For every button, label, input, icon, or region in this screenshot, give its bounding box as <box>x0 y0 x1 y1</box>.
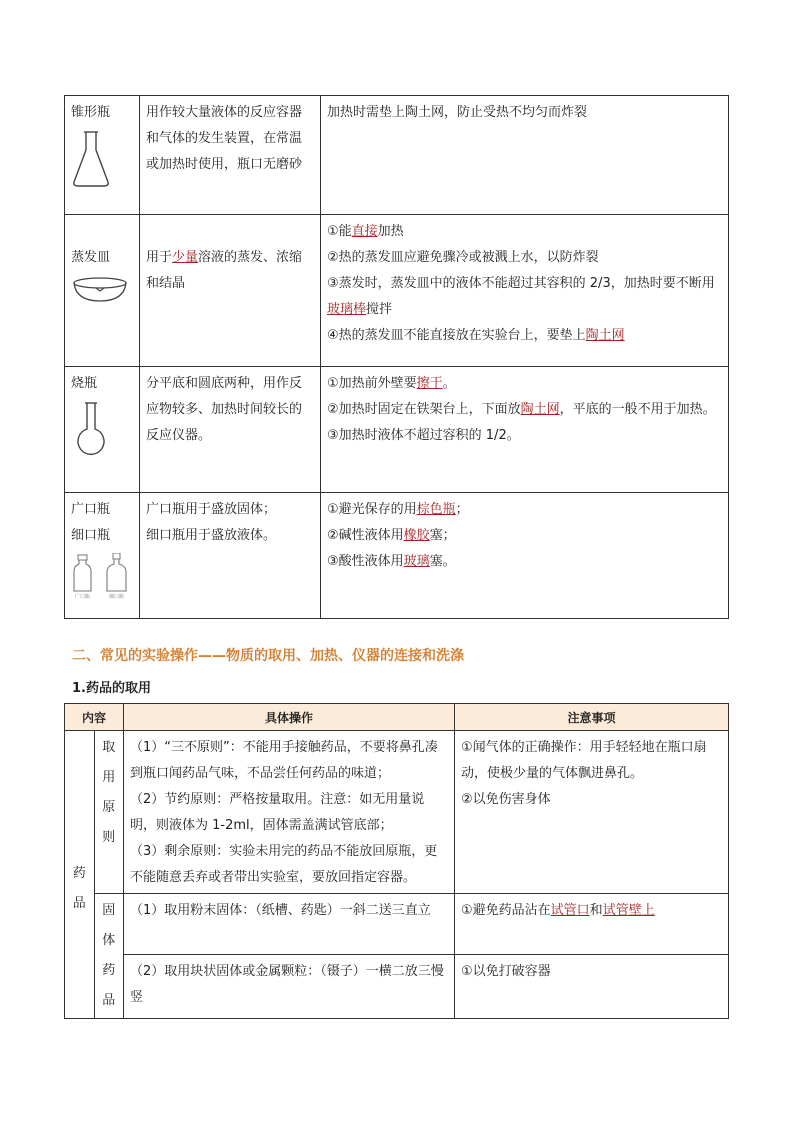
column-header: 注意事项 <box>455 704 729 731</box>
bottle-label: 细口瓶 <box>109 594 125 599</box>
evaporating-dish-icon <box>71 275 129 305</box>
instrument-name: 细口瓶 <box>71 528 111 543</box>
instrument-name-cell <box>65 367 140 493</box>
group-label: 药品 <box>72 865 86 911</box>
text-run: ②加热时固定在铁架台上，下面放 <box>327 402 521 417</box>
text-run: ②热的蒸发皿应避免骤冷或被溅上水，以防炸裂 <box>327 250 599 265</box>
instrument-name: 蒸发皿 <box>71 250 111 265</box>
text-run: ②以免伤害身体 <box>461 792 551 807</box>
instrument-use: 细口瓶用于盛放液体。 <box>146 528 277 543</box>
note-item <box>327 100 722 126</box>
row-label: 固体药品 <box>102 903 116 1008</box>
note-item <box>327 245 722 271</box>
reagent-bottles-icon <box>71 553 133 599</box>
text-run: ②碱性液体用 <box>327 528 404 543</box>
note-item <box>327 523 722 549</box>
text-run: ①能 <box>327 224 352 239</box>
instrument-notes-cell <box>321 215 729 367</box>
section-title: 二、常见的实验操作——物质的取用、加热、仪器的连接和洗涤 <box>72 648 464 664</box>
subsection-title: 1.药品的取用 <box>72 681 151 696</box>
highlighted-term: 擦干 <box>416 376 443 391</box>
text-run: ③加热时液体不超过容积的 1/2。 <box>327 428 520 443</box>
instrument-name: 烧瓶 <box>71 376 98 391</box>
note-text <box>461 959 722 985</box>
highlighted-term: 棕色瓶 <box>416 502 456 517</box>
operation-cell <box>124 954 455 1018</box>
operation-text: （2）节约原则：严格按量取用。注意：如无用量说明，则液体为 1-2ml，固体需盖满试管底部； <box>130 792 425 833</box>
instrument-use <box>146 250 302 291</box>
instrument-notes-cell <box>321 367 729 493</box>
instrument-name-cell <box>65 215 140 367</box>
group-label-cell <box>65 731 95 1019</box>
table-row <box>65 215 729 367</box>
notes-cell <box>455 954 729 1018</box>
text-run: ； <box>455 502 469 517</box>
procedure-table <box>64 703 729 1019</box>
note-list <box>461 735 722 813</box>
instrument-name-cell <box>65 493 140 619</box>
instrument-notes-cell <box>321 493 729 619</box>
text-run: 用于 <box>146 250 173 265</box>
text-run: 和 <box>589 903 603 918</box>
note-item <box>461 787 722 813</box>
instrument-use: 分平底和圆底两种，用作反应物较多、加热时间较长的反应仪器。 <box>146 376 303 443</box>
note-item <box>327 271 722 323</box>
text-run: ，平底的一般不用于加热。 <box>559 402 716 417</box>
round-flask-icon <box>71 401 111 463</box>
row-label-cell <box>94 894 124 1019</box>
text-run: 溶液的蒸发、浓缩和结晶 <box>146 250 303 291</box>
note-item <box>327 549 722 575</box>
text-run: ①避免药品沾在 <box>461 903 551 918</box>
note-item <box>327 219 722 245</box>
table-row <box>65 731 729 894</box>
table-row <box>65 493 729 619</box>
note-list <box>327 100 722 126</box>
instrument-use-cell <box>140 96 321 215</box>
operation-text: （2）取用块状固体或金属颗粒：（镊子）一横二放三慢竖 <box>130 963 444 1005</box>
note-list <box>327 371 722 449</box>
note-item <box>461 735 722 787</box>
operation-cell <box>124 894 455 955</box>
text-run: ③酸性液体用 <box>327 554 404 569</box>
row-label: 取用原则 <box>102 740 116 845</box>
text-run: ④热的蒸发皿不能直接放在实验台上，要垫上 <box>327 328 586 343</box>
highlighted-term: 陶土网 <box>520 402 560 417</box>
column-header: 具体操作 <box>124 704 455 731</box>
text-run: ①以免打破容器 <box>461 963 551 979</box>
highlighted-term: 玻璃棒 <box>327 302 367 317</box>
highlighted-term: 直接 <box>351 224 378 239</box>
text-run: 塞。 <box>429 554 456 569</box>
highlighted-term: 陶土网 <box>585 328 625 343</box>
note-item <box>327 371 722 397</box>
text-run: 搅拌 <box>366 302 393 317</box>
highlighted-term: 试管口 <box>550 903 590 918</box>
instrument-table <box>64 95 729 619</box>
text-run: 塞； <box>429 528 456 543</box>
instrument-name: 广口瓶 <box>71 502 111 517</box>
conical-flask-icon <box>71 130 111 188</box>
instrument-use: 广口瓶用于盛放固体； <box>146 502 277 517</box>
instrument-use: 用作较大量液体的反应容器和气体的发生装置，在常温或加热时使用，瓶口无磨砂 <box>146 105 303 172</box>
text-run: 加热 <box>377 224 404 239</box>
instrument-use-cell <box>140 215 321 367</box>
operation-text: （3）剩余原则：实验未用完的药品不能放回原瓶，更不能随意丢弃或者带出实验室，要放回指定容器。 <box>130 844 438 885</box>
note-list <box>327 219 722 349</box>
table-header-row <box>65 704 729 731</box>
column-header: 内容 <box>65 704 124 731</box>
highlighted-term: 橡胶 <box>403 528 430 543</box>
note-list <box>327 497 722 575</box>
text-run: ③蒸发时，蒸发皿中的液体不能超过其容积的 2/3，加热时要不断用 <box>327 276 715 291</box>
note-item <box>327 397 722 423</box>
table-row <box>65 894 729 955</box>
instrument-notes-cell <box>321 96 729 215</box>
note-item <box>327 497 722 523</box>
note-item <box>327 323 722 349</box>
table-row <box>65 954 729 1018</box>
notes-cell <box>455 731 729 894</box>
instrument-name: 锥形瓶 <box>71 105 111 120</box>
operation-text: （1）“三不原则”：不能用手接触药品，不要将鼻孔凑到瓶口闻药品气味，不品尝任何药品的味道； <box>130 740 438 781</box>
operation-cell <box>124 731 455 894</box>
text-run: 。 <box>442 376 456 391</box>
text-run: ①避光保存的用 <box>327 502 417 517</box>
highlighted-term: 少量 <box>172 250 199 265</box>
note-item <box>327 423 722 449</box>
note-text <box>461 898 722 924</box>
bottle-label: 广口瓶 <box>75 594 91 599</box>
notes-cell <box>455 894 729 955</box>
row-label-cell <box>94 731 124 894</box>
instrument-name-cell <box>65 96 140 215</box>
highlighted-term: 试管壁上 <box>602 903 655 918</box>
text-run: 加热时需垫上陶土网，防止受热不均匀而炸裂 <box>327 105 588 120</box>
highlighted-term: 玻璃 <box>403 554 430 569</box>
text-run: ①加热前外壁要 <box>327 376 417 391</box>
table-row <box>65 96 729 215</box>
instrument-use-cell <box>140 367 321 493</box>
text-run: ①闻气体的正确操作：用手轻轻地在瓶口扇动，使极少量的气体飘进鼻孔。 <box>461 740 707 781</box>
instrument-use-cell <box>140 493 321 619</box>
table-row <box>65 367 729 493</box>
operation-text: （1）取用粉末固体：（纸槽、药匙）一斜二送三直立 <box>130 903 431 918</box>
